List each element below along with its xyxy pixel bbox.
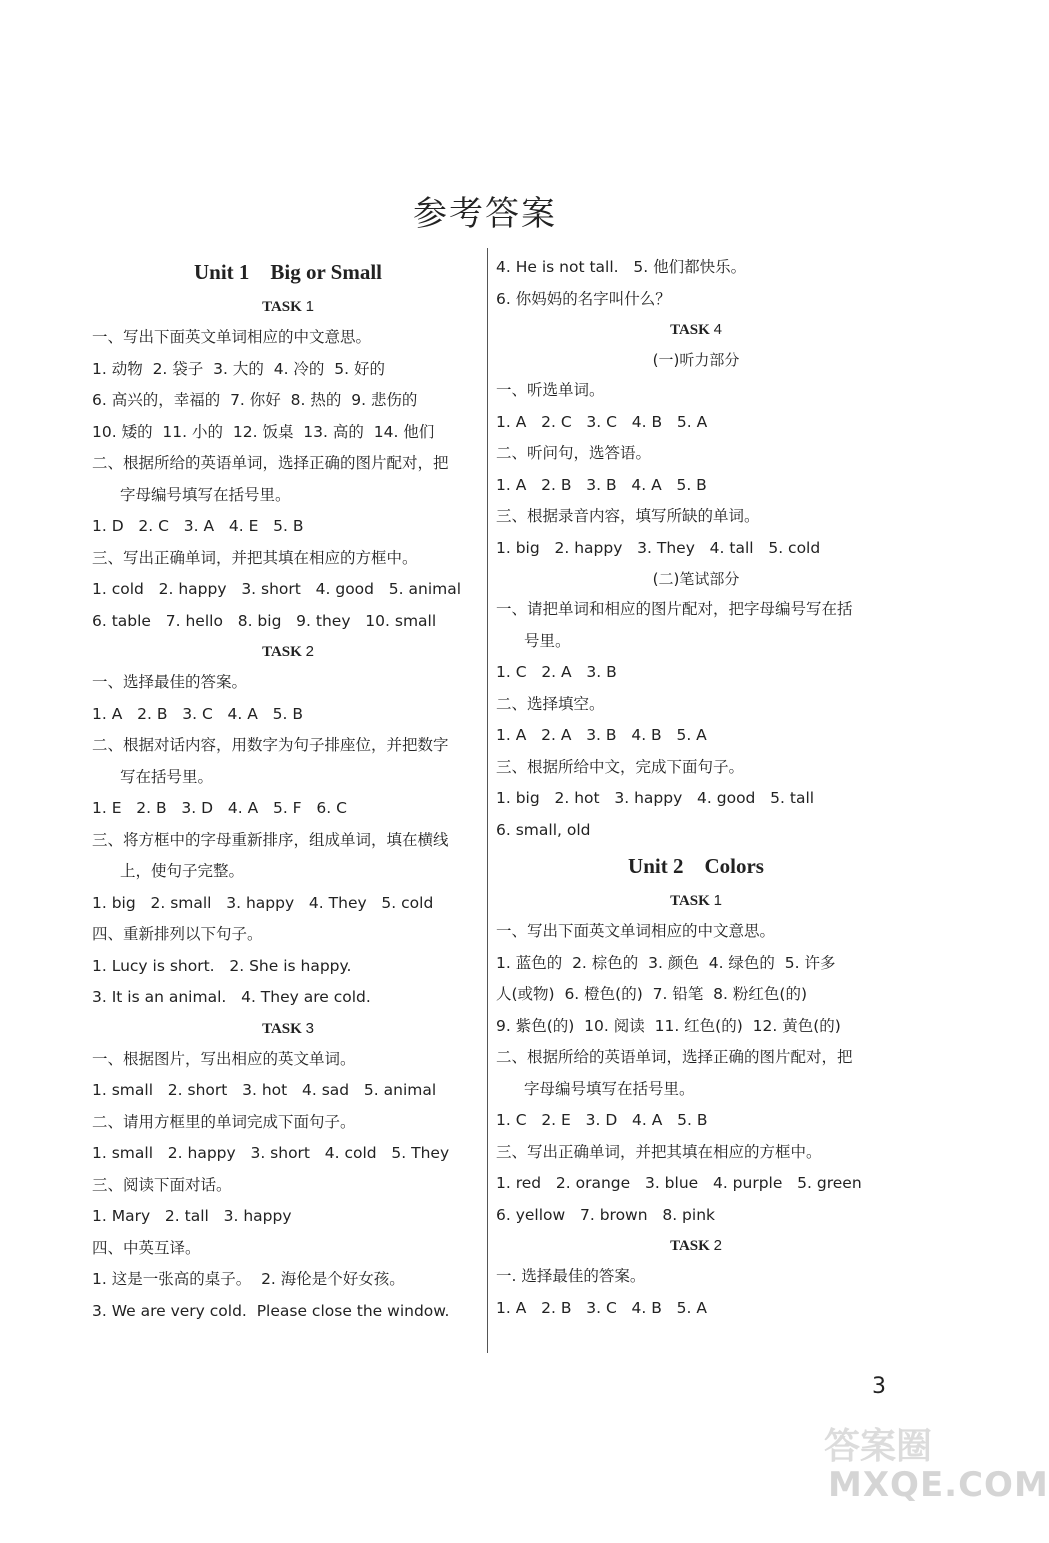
- page-title: 参考答案: [413, 194, 557, 234]
- answer-line: 一. 选择最佳的答案。: [496, 1267, 646, 1285]
- answer-line: 1. cold 2. happy 3. short 4. good 5. animal: [92, 580, 462, 598]
- answer-line: 字母编号填写在括号里。: [120, 485, 291, 504]
- answer-line: 三、写出正确单词，并把其填在相应的方框中。: [92, 548, 418, 567]
- section-subheading: (一)听力部分: [652, 351, 740, 369]
- task-number: 3: [305, 1019, 314, 1037]
- task-label: TASK: [670, 893, 710, 909]
- answer-line: 一、根据图片，写出相应的英文单词。: [92, 1049, 356, 1068]
- answer-line: 一、请把单词和相应的图片配对，把字母编号写在括: [496, 600, 853, 618]
- task-heading: [496, 886, 896, 916]
- answer-line: 上，使句子完整。: [120, 862, 245, 880]
- answer-line: 四、中英互译。: [92, 1238, 201, 1257]
- section-subheading: (二)笔试部分: [652, 570, 740, 588]
- task-number: 4: [713, 321, 722, 338]
- task-heading: [92, 637, 484, 667]
- task-label: TASK: [670, 1238, 710, 1254]
- answer-line: 人(或物) 6. 橙色(的) 7. 铅笔 8. 粉红色(的): [496, 985, 807, 1003]
- answer-line: 6. 你妈妈的名字叫什么？: [496, 289, 671, 308]
- answer-line: 三、写出正确单词，并把其填在相应的方框中。: [496, 1142, 822, 1161]
- task-label: TASK: [262, 1020, 302, 1037]
- watermark-url: MXQE.COM: [828, 1465, 1049, 1505]
- answer-line: 1. 动物 2. 袋子 3. 大的 4. 冷的 5. 好的: [92, 359, 385, 378]
- answer-line: 写在括号里。: [120, 767, 214, 786]
- answer-line: 字母编号填写在括号里。: [524, 1079, 695, 1098]
- answer-line: 1. C 2. E 3. D 4. A 5. B: [496, 1111, 708, 1129]
- answer-line: 1. A 2. B 3. C 4. A 5. B: [92, 704, 303, 723]
- answer-line: 一、选择最佳的答案。: [92, 673, 248, 691]
- task-label: TASK: [262, 299, 302, 315]
- answer-line: 1. Lucy is short. 2. She is happy.: [92, 956, 352, 975]
- answer-line: 1. A 2. B 3. B 4. A 5. B: [496, 475, 707, 494]
- answer-line: 三、根据录音内容，填写所缺的单词。: [496, 507, 760, 525]
- unit-heading: Unit 2 Colors: [628, 854, 764, 878]
- answer-line: 二、选择填空。: [496, 694, 605, 713]
- answer-line: 1. 蓝色的 2. 棕色的 3. 颜色 4. 绿色的 5. 许多: [496, 953, 836, 972]
- answer-line: 1. A 2. A 3. B 4. B 5. A: [496, 726, 707, 744]
- answer-line: 9. 紫色(的) 10. 阅读 11. 红色(的) 12. 黄色(的): [496, 1016, 841, 1035]
- page-number: 3: [872, 1374, 886, 1399]
- answer-line: 二、根据所给的英语单词，选择正确的图片配对，把: [92, 454, 449, 472]
- answer-line: 1. A 2. B 3. C 4. B 5. A: [496, 1298, 707, 1317]
- answer-line: 二、根据对话内容，用数字为句子排座位，并把数字: [92, 736, 449, 754]
- answer-line: 6. 高兴的，幸福的 7. 你好 8. 热的 9. 悲伤的: [92, 391, 418, 409]
- answer-line: 1. big 2. small 3. happy 4. They 5. cold: [92, 893, 434, 912]
- answer-line: 1. D 2. C 3. A 4. E 5. B: [92, 517, 304, 535]
- task-heading: [92, 292, 484, 322]
- answer-line: 三、阅读下面对话。: [92, 1175, 232, 1194]
- answer-line: 1. Mary 2. tall 3. happy: [92, 1207, 292, 1225]
- right-column: [496, 252, 896, 1324]
- answer-line: 二、请用方框里的单词完成下面句子。: [92, 1112, 356, 1131]
- answer-line: 6. small, old: [496, 820, 591, 839]
- answer-line: 号里。: [524, 631, 571, 650]
- answer-line: 三、根据所给中文，完成下面句子。: [496, 757, 745, 776]
- unit-heading: Unit 1 Big or Small: [193, 260, 383, 284]
- task-number: 1: [305, 298, 314, 315]
- answer-line: 1. A 2. C 3. C 4. B 5. A: [496, 412, 708, 431]
- answer-line: 10. 矮的 11. 小的 12. 饭桌 13. 高的 14. 他们: [92, 422, 435, 441]
- task-label: TASK: [670, 322, 710, 338]
- answer-line: 1. small 2. happy 3. short 4. cold 5. They: [92, 1144, 450, 1162]
- task-number: 2: [305, 643, 314, 660]
- answer-line: 1. big 2. hot 3. happy 4. good 5. tall: [496, 789, 815, 807]
- task-number: 1: [713, 892, 722, 909]
- task-number: 2: [713, 1237, 722, 1254]
- answer-line: 一、写出下面英文单词相应的中文意思。: [496, 922, 776, 940]
- answer-line: 6. table 7. hello 8. big 9. they 10. small: [92, 611, 437, 630]
- task-heading: [496, 1231, 896, 1261]
- watermark-logo: 答案圈: [824, 1426, 933, 1467]
- answer-line: 1. red 2. orange 3. blue 4. purple 5. green: [496, 1174, 862, 1192]
- answer-line: 二、根据所给的英语单词，选择正确的图片配对，把: [496, 1048, 853, 1066]
- left-column: [92, 252, 484, 1327]
- answer-line: 1. 这是一张高的桌子。 2. 海伦是个好女孩。: [92, 1270, 405, 1288]
- task-heading: [92, 1014, 484, 1044]
- answer-line: 1. big 2. happy 3. They 4. tall 5. cold: [496, 538, 821, 557]
- answer-line: 1. E 2. B 3. D 4. A 5. F 6. C: [92, 799, 347, 817]
- answer-line: 1. C 2. A 3. B: [496, 663, 617, 681]
- answer-line: 三、将方框中的字母重新排序，组成单词，填在横线: [92, 830, 449, 849]
- answer-line: 一、写出下面英文单词相应的中文意思。: [92, 328, 372, 346]
- answer-line: 3. It is an animal. 4. They are cold.: [92, 988, 371, 1006]
- answer-line: 3. We are very cold. Please close the window.: [92, 1301, 450, 1320]
- answer-line: 4. He is not tall. 5. 他们都快乐。: [496, 258, 747, 276]
- answer-line: 6. yellow 7. brown 8. pink: [496, 1205, 715, 1224]
- task-label: TASK: [262, 644, 302, 660]
- answer-line: 二、听问句，选答语。: [496, 444, 652, 462]
- task-heading: [496, 315, 896, 345]
- answer-line: 四、重新排列以下句子。: [92, 925, 263, 943]
- answer-line: 1. small 2. short 3. hot 4. sad 5. animal: [92, 1081, 437, 1099]
- answer-line: 一、听选单词。: [496, 381, 605, 399]
- column-divider: [487, 248, 488, 1353]
